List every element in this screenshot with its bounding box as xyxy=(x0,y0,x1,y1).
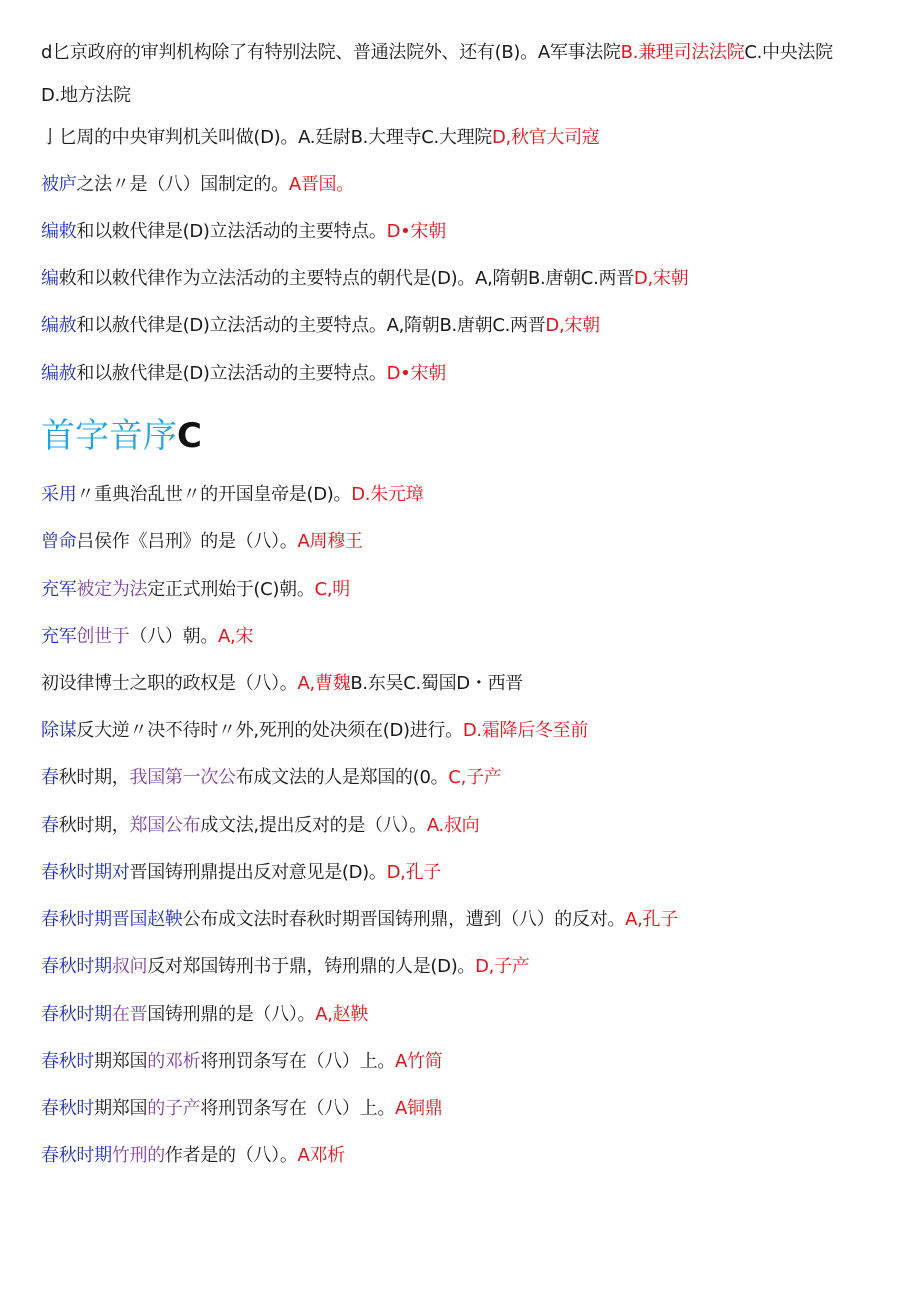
question-text: 期郑国 xyxy=(94,1051,148,1072)
question-line xyxy=(41,954,900,980)
keyword-text: 编 xyxy=(41,268,59,289)
question-line xyxy=(41,765,900,791)
keyword-text: 春秋时期 xyxy=(41,1004,112,1025)
answer-text: D.霜降后冬至前 xyxy=(462,720,589,741)
question-text: （八）朝。 xyxy=(129,626,219,647)
question-line xyxy=(41,361,900,387)
question-text: 初设律博士之职的政权是（八）。 xyxy=(41,673,298,694)
question-text: 反大逆〃决不待时〃外,死刑的处决须在(D)进行。 xyxy=(76,720,463,741)
keyword-text: 我国第一次公 xyxy=(129,767,236,788)
answer-text: A.叔向 xyxy=(426,815,480,836)
keyword-text: 竹刑的 xyxy=(111,1145,165,1166)
question-line xyxy=(41,718,900,744)
keyword-text: 编敕 xyxy=(41,221,77,242)
answer-text: D,宋朝 xyxy=(633,268,689,289)
question-line xyxy=(41,266,900,292)
keyword-text: 除谋 xyxy=(41,720,77,741)
keyword-text: 编赦 xyxy=(41,315,77,336)
answer-text: A邓析 xyxy=(297,1145,345,1166)
question-line xyxy=(41,83,900,109)
keyword-text: 的子产 xyxy=(147,1098,201,1119)
question-line xyxy=(41,125,900,151)
keyword-text: 郑国公布 xyxy=(129,815,201,836)
answer-text: A,宋 xyxy=(218,626,254,647)
answer-text: D,孔子 xyxy=(386,862,441,883)
question-line xyxy=(41,313,900,339)
answer-text: A周穆王 xyxy=(297,531,363,552)
question-line xyxy=(41,172,900,198)
question-line xyxy=(41,482,900,508)
question-line xyxy=(41,860,900,886)
keyword-text: 在晋 xyxy=(111,1004,148,1025)
section-title: 首字音序 xyxy=(41,416,177,456)
keyword-text: 春秋时 xyxy=(41,1051,95,1072)
question-line xyxy=(41,1049,900,1075)
keyword-text: 春 xyxy=(41,815,59,836)
answer-text: A,赵鞅 xyxy=(315,1004,369,1025)
question-text: 期郑国 xyxy=(94,1098,148,1119)
question-line xyxy=(41,624,900,650)
keyword-text: 编赦 xyxy=(41,363,77,384)
answer-text: D,秋官大司寇 xyxy=(491,127,600,148)
question-text: B.东吴C.蜀国D・西晋 xyxy=(350,673,523,694)
question-text: 作者是的（八）。 xyxy=(164,1145,298,1166)
keyword-text: 春秋时期对 xyxy=(41,862,130,883)
answer-text: D,子产 xyxy=(475,956,530,977)
question-line xyxy=(41,40,900,66)
keyword-text: 曾命 xyxy=(41,531,77,552)
keyword-text: 春秋时期 xyxy=(41,1145,112,1166)
question-line xyxy=(41,529,900,555)
question-text: 将刑罚条写在（八）上。 xyxy=(200,1098,396,1119)
question-line xyxy=(41,813,900,839)
question-text: 敕和以敕代律作为立法活动的主要特点的朝代是(D)。A,隋朝B.唐朝C.两晋 xyxy=(58,268,634,289)
section-letter: C xyxy=(177,416,202,456)
question-line xyxy=(41,1096,900,1122)
answer-text: B.兼理司法法院 xyxy=(620,42,745,63)
question-text: d匕京政府的审判机构除了有特别法院、普通法院外、还有(B)。A军事法院 xyxy=(41,42,621,63)
question-line xyxy=(41,577,900,603)
keyword-text: 春秋时 xyxy=(41,1098,95,1119)
question-text: 成文法,提出反对的是（八）。 xyxy=(200,815,427,836)
question-text: 秋时期， xyxy=(58,767,130,788)
answer-text: D.朱元璋 xyxy=(351,484,424,505)
question-text: 布成文法的人是郑国的(0。 xyxy=(235,767,449,788)
question-text: C.中央法院 xyxy=(744,42,833,63)
keyword-text: 的邓析 xyxy=(147,1051,201,1072)
question-line xyxy=(41,1002,900,1028)
answer-text: A竹简 xyxy=(395,1051,443,1072)
keyword-text: 春 xyxy=(41,767,59,788)
question-text: 将刑罚条写在（八）上。 xyxy=(200,1051,396,1072)
answer-text: C,子产 xyxy=(448,767,502,788)
question-text: 和以敕代律是(D)立法活动的主要特点。 xyxy=(76,221,387,242)
question-text: 〃重典治乱世〃的开国皇帝是(D)。 xyxy=(76,484,352,505)
answer-text: A,孔子 xyxy=(625,909,678,930)
section-heading xyxy=(41,414,202,458)
question-text: D.地方法院 xyxy=(41,85,131,106)
question-text: 秋时期， xyxy=(58,815,130,836)
question-line xyxy=(41,907,900,933)
answer-text: A铜鼎 xyxy=(395,1098,443,1119)
question-text: 反对郑国铸刑书于鼎，铸刑鼎的人是(D)。 xyxy=(147,956,476,977)
keyword-text: 被庐 xyxy=(41,174,77,195)
question-text: 吕侯作《吕刑》的是（八）。 xyxy=(76,531,298,552)
question-text: 国铸刑鼎的是（八）。 xyxy=(147,1004,316,1025)
keyword-text: 春秋时期 xyxy=(41,956,112,977)
question-text: 公布成文法时春秋时期晋国铸刑鼎，遭到（八）的反对。 xyxy=(182,909,626,930)
answer-text: A,曹魏 xyxy=(297,673,351,694)
question-text: 定正式刑始于(C)朝。 xyxy=(147,579,315,600)
keyword-text: 叔问 xyxy=(111,956,148,977)
question-text: 之法〃是（八）国制定的。 xyxy=(76,174,289,195)
question-line xyxy=(41,219,900,245)
keyword-text: 春秋时期晋国赵鞅 xyxy=(41,909,183,930)
answer-text: D,宋朝 xyxy=(545,315,600,336)
answer-text: D•宋朝 xyxy=(386,363,446,384)
question-text: 亅匕周的中央审判机关叫做(D)。A.廷尉B.大理寺C.大理院 xyxy=(41,127,492,148)
keyword-text: 被定为法 xyxy=(76,579,148,600)
question-text: 和以赦代律是(D)立法活动的主要特点。 xyxy=(76,363,387,384)
question-line xyxy=(41,671,900,697)
keyword-text: 充军 xyxy=(41,579,77,600)
keyword-text: 采用 xyxy=(41,484,77,505)
question-line xyxy=(41,1143,900,1169)
answer-text: A晋国。 xyxy=(288,174,354,195)
question-text: 和以赦代律是(D)立法活动的主要特点。A,隋朝B.唐朝C.两晋 xyxy=(76,315,546,336)
keyword-text: 充军 xyxy=(41,626,77,647)
answer-text: D•宋朝 xyxy=(386,221,446,242)
question-text: 晋国铸刑鼎提出反对意见是(D)。 xyxy=(129,862,387,883)
answer-text: C,明 xyxy=(314,579,350,600)
keyword-text: 创世于 xyxy=(76,626,130,647)
